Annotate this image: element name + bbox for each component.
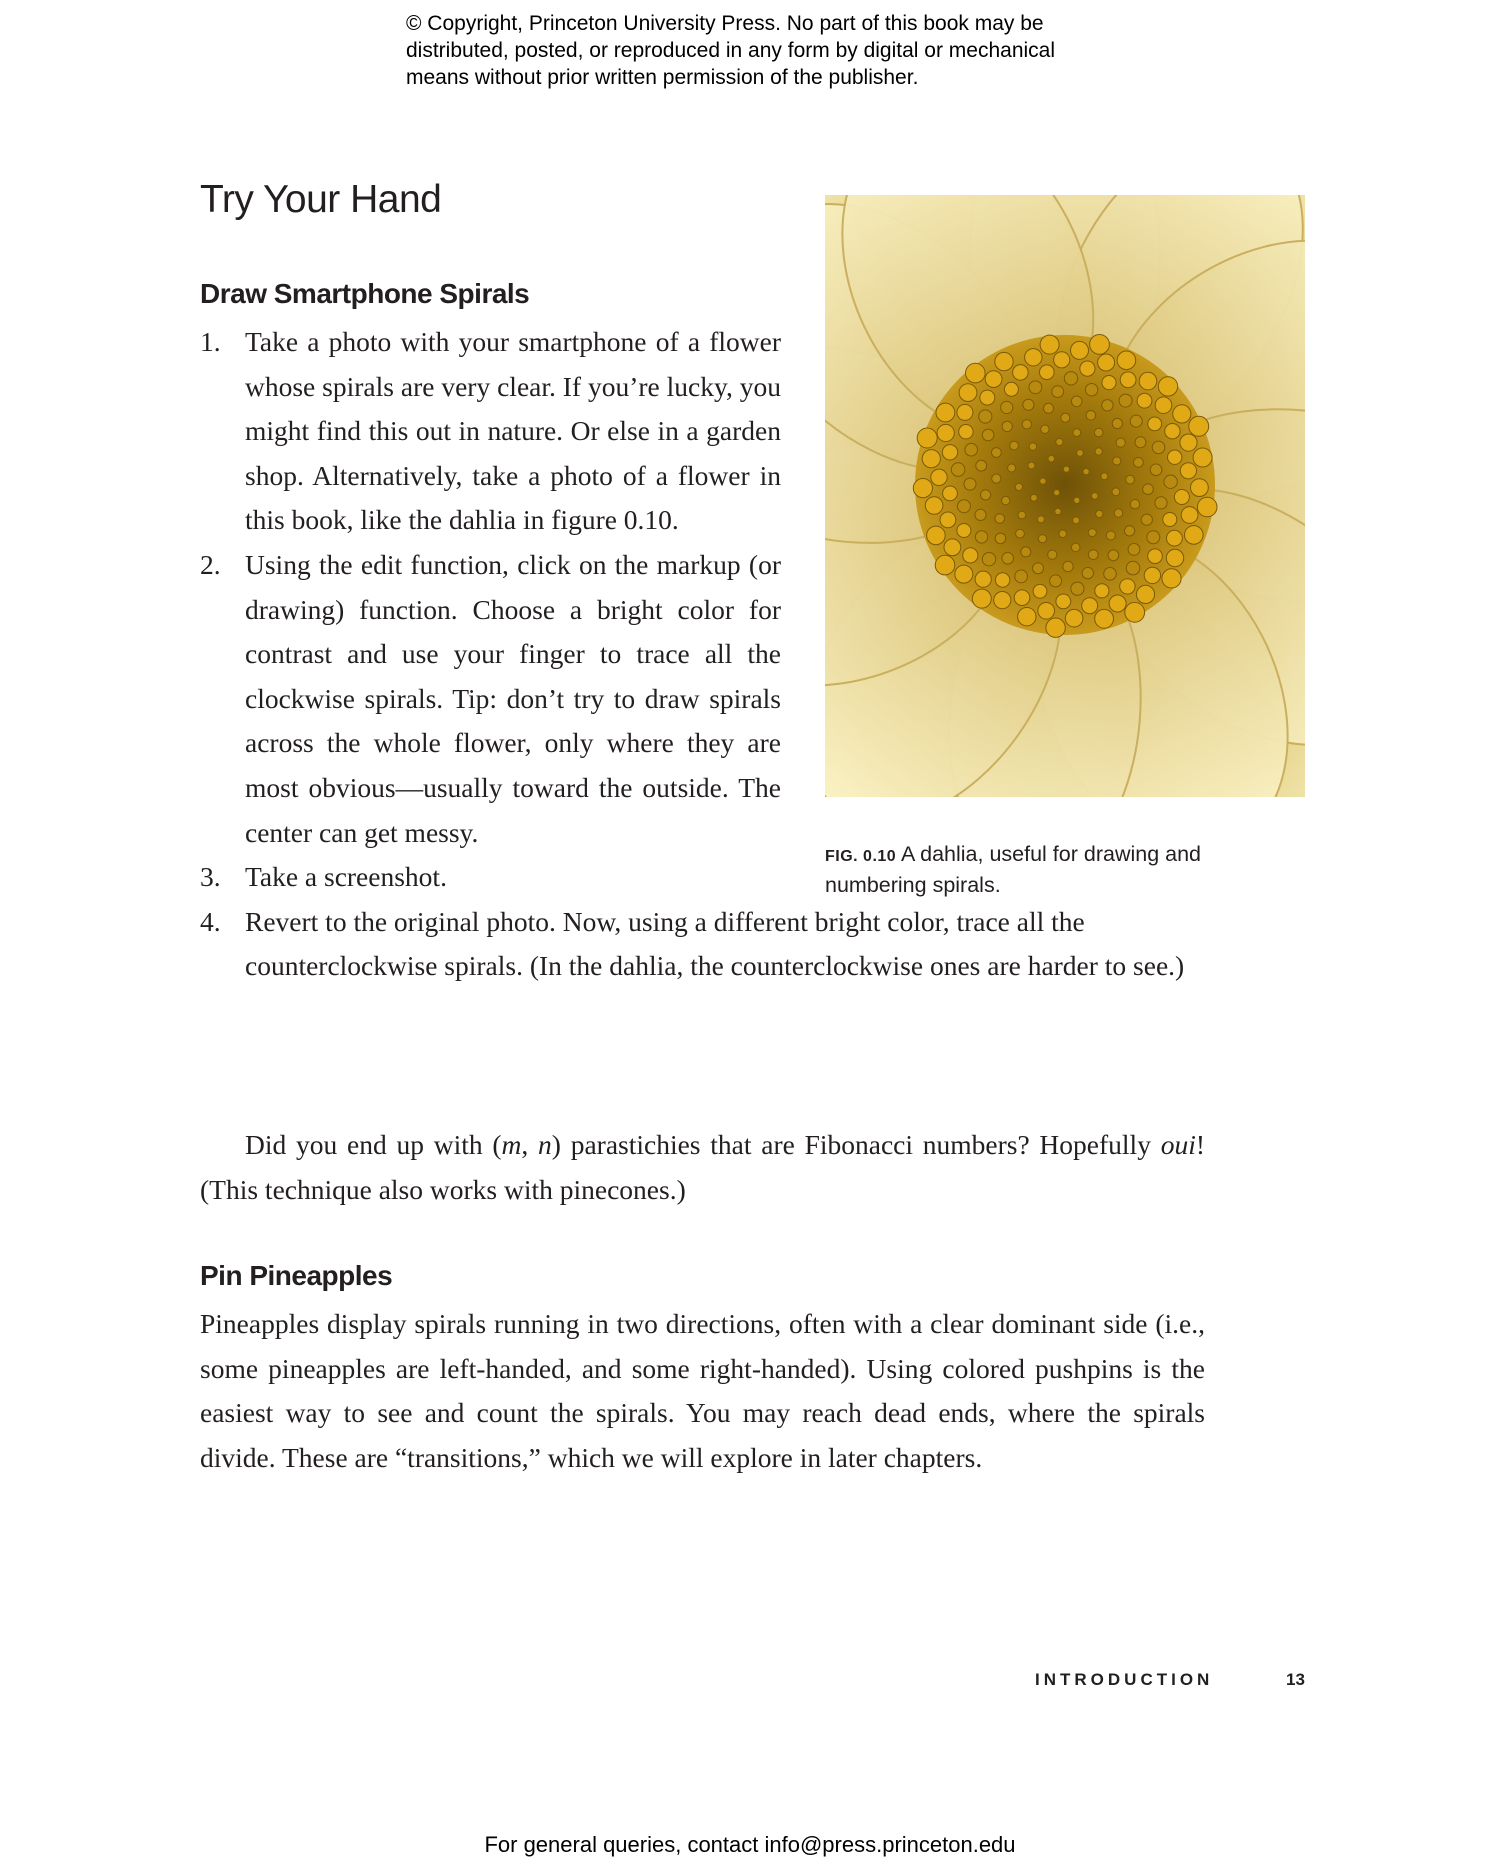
floret-dot xyxy=(1117,351,1136,370)
floret-dot xyxy=(943,486,958,501)
floret-dot xyxy=(1120,372,1136,388)
caption-text: A dahlia, useful for drawing and numbering spirals. xyxy=(825,842,1202,897)
section-heading-pineapples: Pin Pineapples xyxy=(200,1260,393,1291)
copyright-line: distributed, posted, or reproduced in any form by digital or mechanical xyxy=(406,39,1056,62)
floret-dot xyxy=(1008,464,1016,472)
copyright-line: © Copyright, Princeton University Press. No part of this book may be xyxy=(406,12,1044,35)
dahlia-photo xyxy=(825,195,1305,797)
floret-dot xyxy=(1063,561,1073,571)
step-number: 2. xyxy=(200,548,221,580)
floret-dot xyxy=(1126,561,1140,575)
floret-dot xyxy=(1038,535,1046,543)
step-text: Revert to the original photo. Now, using a different bright color, trace all the counterclockwise spirals. (In the dahlia, the counterclockwise ones are harder to see.) xyxy=(245,905,1185,982)
floret-dot xyxy=(1041,425,1049,433)
floret-dot xyxy=(1056,438,1063,445)
floret-dot xyxy=(936,403,955,422)
section-heading-spirals: Draw Smartphone Spirals xyxy=(200,278,530,309)
closing-text: , xyxy=(521,1129,539,1160)
floret-dot xyxy=(979,410,992,423)
floret-dot xyxy=(1018,511,1026,519)
copyright-notice xyxy=(406,10,1126,91)
floret-dot xyxy=(963,548,978,563)
floret-dot xyxy=(1085,384,1097,396)
floret-dot xyxy=(1125,602,1145,622)
floret-dot xyxy=(1096,510,1103,517)
floret-dot xyxy=(1015,570,1028,583)
floret-dot xyxy=(1061,413,1070,422)
floret-dot xyxy=(1095,609,1114,628)
floret-dot xyxy=(1064,372,1077,385)
floret-dot xyxy=(1126,475,1135,484)
floret-dot xyxy=(1094,428,1103,437)
floret-dot xyxy=(1092,493,1099,500)
floret-dot xyxy=(1048,455,1055,462)
floret-dot xyxy=(976,460,987,471)
floret-dot xyxy=(1073,429,1081,437)
floret-dot xyxy=(1004,382,1018,396)
floret-dot xyxy=(995,352,1013,370)
floret-dot xyxy=(1155,497,1167,509)
floret-dot xyxy=(1166,549,1183,566)
floret-dot xyxy=(1104,568,1117,581)
variable-m: m xyxy=(501,1129,522,1160)
floret-dot xyxy=(1025,349,1042,366)
floret-dot xyxy=(1001,401,1013,413)
floret-dot xyxy=(1135,437,1146,448)
floret-dot xyxy=(1102,400,1113,411)
floret-dot xyxy=(1180,463,1196,479)
floret-dot xyxy=(1055,508,1061,514)
floret-dot xyxy=(1040,365,1055,380)
page-number: 13 xyxy=(1286,1670,1305,1689)
floret-dot xyxy=(1130,500,1139,509)
floret-dot xyxy=(1086,411,1096,421)
floret-dot xyxy=(1101,473,1108,480)
floret-dot xyxy=(1150,464,1162,476)
floret-dot xyxy=(1054,490,1060,496)
floret-dot xyxy=(951,463,965,477)
floret-dot xyxy=(1010,441,1019,450)
floret-dot xyxy=(1191,479,1209,497)
closing-paragraph xyxy=(200,1123,1205,1212)
floret-dot xyxy=(1021,547,1031,557)
footer-contact: For general queries, contact info@press.princeton.edu xyxy=(484,1832,1016,1857)
floret-dot xyxy=(922,450,940,468)
floret-dot xyxy=(992,448,1002,458)
floret-dot xyxy=(942,445,957,460)
floret-dot xyxy=(1080,361,1095,376)
floret-dot xyxy=(1028,462,1035,469)
floret-dot xyxy=(957,500,970,513)
list-item xyxy=(200,543,781,855)
floret-dot xyxy=(917,428,937,448)
floret-dot xyxy=(1033,563,1044,574)
floret-dot xyxy=(1125,526,1135,536)
floret-dot xyxy=(1071,396,1082,407)
pineapple-paragraph: Pineapples display spirals running in two directions, often with a clear dominant side (i.e., some pineapples are left-handed, and some right-handed). Using colored pushpins is the easiest way to see and count the spirals. You may reach dead ends, where the spirals divide. These are “transitions,” which we will explore in later chapters. xyxy=(200,1308,1205,1473)
floret-dot xyxy=(1016,529,1025,538)
floret-dot xyxy=(1106,531,1115,540)
floret-dot xyxy=(1065,609,1083,627)
floret-dot xyxy=(959,425,973,439)
floret-dot xyxy=(975,509,986,520)
floret-dot xyxy=(1158,377,1177,396)
floret-dot xyxy=(1120,579,1135,594)
floret-dot xyxy=(957,404,973,420)
floret-dot xyxy=(1037,516,1044,523)
floret-dot xyxy=(1098,354,1115,371)
floret-dot xyxy=(1048,550,1057,559)
floret-dot xyxy=(1088,550,1098,560)
floret-dot xyxy=(975,571,991,587)
emphasis-oui: oui xyxy=(1160,1129,1196,1160)
floret-dot xyxy=(959,384,977,402)
floret-dot xyxy=(1141,514,1152,525)
variable-n: n xyxy=(538,1129,552,1160)
floret-dot xyxy=(1112,488,1120,496)
floret-dot xyxy=(1095,584,1109,598)
step-text: Take a screenshot. xyxy=(245,861,447,893)
floret-dot xyxy=(982,553,995,566)
floret-dot xyxy=(913,479,932,498)
floret-dot xyxy=(1112,418,1122,428)
floret-dot xyxy=(1148,549,1163,564)
floret-dot xyxy=(1102,376,1116,390)
floret-dot xyxy=(975,531,987,543)
floret-dot xyxy=(1040,478,1046,484)
floret-dot xyxy=(1130,415,1142,427)
floret-dot xyxy=(1164,475,1177,488)
floret-dot xyxy=(982,429,994,441)
step-text: Using the edit function, click on the markup (or drawing) function. Choose a bright color for contrast and use your finger to trace all the clockwise spirals. Tip: don’t try to draw spirals across the whole flower, only where they are most obvious—usually toward the outside. The center can get messy. xyxy=(245,548,781,848)
floret-dot xyxy=(995,533,1006,544)
floret-dot xyxy=(1167,530,1183,546)
floret-dot xyxy=(1002,553,1014,565)
floret-dot xyxy=(1109,595,1126,612)
floret-dot xyxy=(957,524,971,538)
running-head: INTRODUCTION xyxy=(1035,1670,1214,1689)
floret-dot xyxy=(1073,517,1080,524)
floret-dot xyxy=(1128,544,1140,556)
floret-dot xyxy=(1147,531,1160,544)
floret-dot xyxy=(937,424,954,441)
floret-dot xyxy=(1052,386,1064,398)
floret-dot xyxy=(964,478,976,490)
floret-dot xyxy=(927,526,946,545)
floret-dot xyxy=(1119,394,1132,407)
floret-dot xyxy=(1113,457,1121,465)
floret-dot xyxy=(1022,420,1031,429)
floret-dot xyxy=(1002,421,1012,431)
floret-dot xyxy=(1139,372,1157,390)
floret-dot xyxy=(965,443,978,456)
floret-dot xyxy=(1082,567,1093,578)
floret-dot xyxy=(1143,484,1154,495)
floret-dot xyxy=(1018,608,1036,626)
floret-dot xyxy=(1173,405,1191,423)
floret-dot xyxy=(1185,526,1204,545)
floret-dot xyxy=(1136,585,1154,603)
floret-dot xyxy=(1013,365,1029,381)
floret-dot xyxy=(1050,575,1062,587)
floret-dot xyxy=(1002,496,1010,504)
floret-dot xyxy=(1163,513,1177,527)
floret-dot xyxy=(1090,335,1110,355)
floret-dot xyxy=(995,514,1005,524)
floret-dot xyxy=(1046,618,1065,637)
floret-dot xyxy=(985,371,1002,388)
floret-dot xyxy=(1082,598,1098,614)
floret-dot xyxy=(1095,448,1102,455)
floret-dot xyxy=(1074,497,1080,503)
floret-dot xyxy=(1015,483,1022,490)
copyright-line: means without prior written permission of the publisher. xyxy=(406,66,919,89)
floret-dot xyxy=(1162,569,1181,588)
floret-dot xyxy=(1054,352,1070,368)
floret-dot xyxy=(1044,403,1054,413)
floret-dot xyxy=(1116,438,1125,447)
floret-dot xyxy=(1023,399,1034,410)
floret-dot xyxy=(1029,443,1037,451)
floret-dot xyxy=(994,592,1011,609)
list-item xyxy=(200,900,1205,989)
floret-dot xyxy=(1040,335,1059,354)
floret-dot xyxy=(935,555,955,575)
list-item xyxy=(200,320,781,543)
floret-dot xyxy=(1071,582,1084,595)
closing-text: Did you end up with ( xyxy=(245,1129,502,1160)
floret-dot xyxy=(1029,381,1042,394)
floret-dot xyxy=(1134,458,1144,468)
step-text: Take a photo with your smartphone of a flower whose spirals are very clear. If you’re lucky, you might find this out in nature. Or else in a garden shop. Alternatively, take a photo of a flower in this book, like the dahlia in figure 0.10. xyxy=(245,326,781,536)
floret-dot xyxy=(1148,417,1162,431)
floret-dot xyxy=(940,512,956,528)
floret-dot xyxy=(931,469,947,485)
floret-dot xyxy=(1071,543,1080,552)
closing-text: ) parastichies that are Fibonacci numbers? Hopefully xyxy=(551,1129,1161,1160)
floret-dot xyxy=(925,497,943,515)
floret-dot xyxy=(1174,490,1189,505)
figure-label: FIG. 0.10 xyxy=(825,848,897,865)
floret-dot xyxy=(1189,416,1209,436)
floret-dot xyxy=(1168,450,1182,464)
floret-dot xyxy=(995,573,1009,587)
floret-dot xyxy=(972,589,991,608)
floret-dot xyxy=(1014,590,1030,606)
floret-dot xyxy=(1077,450,1084,457)
floret-dot xyxy=(980,390,995,405)
floret-dot xyxy=(1144,567,1160,583)
floret-dot xyxy=(1155,397,1172,414)
floret-dot xyxy=(1165,424,1180,439)
floret-dot xyxy=(1114,509,1122,517)
floret-dot xyxy=(1033,584,1047,598)
floret-dot xyxy=(1137,393,1152,408)
floret-dot xyxy=(1180,434,1197,451)
floret-dot xyxy=(1071,341,1089,359)
floret-dot xyxy=(1056,594,1071,609)
closing-text: ! (This technique also works with pinecones.) xyxy=(200,1129,1206,1205)
page-title: Try Your Hand xyxy=(200,178,442,221)
figure-caption xyxy=(825,840,1307,899)
floret-dot xyxy=(1193,448,1212,467)
floret-dot xyxy=(1108,550,1119,561)
floret-dot xyxy=(966,363,986,383)
floret-dot xyxy=(1152,441,1165,454)
floret-dot xyxy=(955,565,973,583)
floret-dot xyxy=(1031,494,1038,501)
floret-dot xyxy=(944,539,961,556)
floret-dot xyxy=(1059,530,1067,538)
floret-dot xyxy=(981,490,991,500)
floret-dot xyxy=(992,474,1001,483)
step-number: 3. xyxy=(200,861,221,893)
floret-dot xyxy=(1181,507,1198,524)
floret-dot xyxy=(1083,468,1089,474)
floret-dot xyxy=(1038,603,1055,620)
step-number: 4. xyxy=(200,905,221,937)
floret-dot xyxy=(1197,497,1217,517)
floret-dot xyxy=(1063,466,1069,472)
step-number: 1. xyxy=(200,326,221,357)
floret-dot xyxy=(1088,529,1096,537)
